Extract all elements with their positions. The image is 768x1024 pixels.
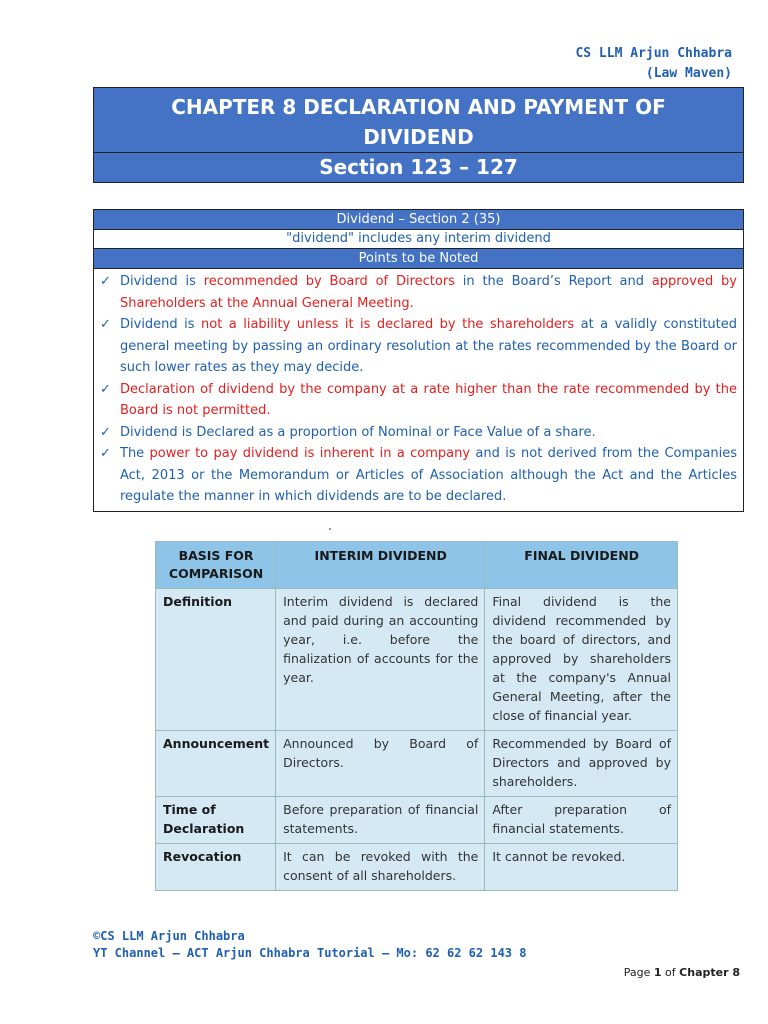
chapter-title-box: [93, 87, 744, 183]
checkmark-icon: ✓: [100, 446, 111, 461]
point-highlight-text: recommended by Board of Directors: [203, 274, 455, 289]
table-row: [156, 844, 678, 891]
checkmark-icon: ✓: [100, 424, 111, 440]
final-cell: It cannot be revoked.: [485, 844, 678, 891]
checkmark-icon: ✓: [100, 381, 111, 397]
point-text: Dividend is: [120, 317, 202, 332]
chapter-title-line1: CHAPTER 8 DECLARATION AND PAYMENT OF: [171, 95, 666, 119]
basis-cell: Announcement: [156, 731, 276, 797]
point-text: Dividend is Declared as a proportion of Nominal or Face Value of a share.: [120, 424, 596, 440]
chapter-title-line2: DIVIDEND: [363, 125, 474, 149]
definition-text: "dividend" includes any interim dividend: [94, 230, 743, 249]
point-text: in the Board’s Report and: [454, 274, 652, 289]
page-current: 1: [653, 966, 662, 979]
comparison-table: [155, 541, 678, 891]
interim-cell: Before preparation of financial statements.: [276, 797, 485, 844]
point-highlight-text: not a liability unless it is declared by the shareholders: [201, 317, 575, 332]
comparison-header-row: [156, 542, 678, 589]
author-header: [575, 44, 732, 84]
point-text: at a validly constituted general meeting by passing an ordinary resolution at the rates recommended by the Board or such lower rates as they may decide.: [120, 317, 738, 375]
point-item: [100, 271, 737, 314]
page-chapter: Chapter 8: [679, 966, 740, 979]
point-item: [100, 443, 737, 508]
point-highlight-text: approved by Shareholders at the Annual General Meeting.: [120, 274, 737, 311]
point-text: Dividend is: [120, 274, 204, 289]
basis-cell: Revocation: [156, 844, 276, 891]
page-prefix: Page: [623, 966, 654, 979]
point-highlight-text: Declaration of dividend by the company at a rate higher than the rate recommended by the Board is not permitted.: [120, 381, 737, 418]
point-item: [100, 314, 737, 379]
chapter-title: [94, 88, 743, 152]
basis-cell: Definition: [156, 589, 276, 731]
interim-cell: It can be revoked with the consent of all shareholders.: [276, 844, 485, 891]
point-text: The: [120, 446, 150, 461]
dividend-definition-box: [93, 209, 744, 512]
stray-dot: [329, 528, 331, 530]
page-number: [624, 966, 740, 979]
table-row: [156, 589, 678, 731]
checkmark-icon: ✓: [100, 317, 111, 332]
author-tagline: (Law Maven): [645, 66, 732, 81]
point-highlight-text: power to pay dividend is inherent in a company: [149, 446, 471, 461]
interim-cell: Announced by Board of Directors.: [276, 731, 485, 797]
footer-copyright: ©CS LLM Arjun Chhabra: [93, 929, 245, 943]
point-text: and is not derived from the Companies Act, 2013 or the Memorandum or Articles of Association although the Act and the Articles regulate the manner in which dividends are to be declared.: [120, 446, 737, 504]
final-cell: Final dividend is the dividend recommended by the board of directors, and approved by shareholders at the company's Annual General Meeting, after the close of financial year.: [485, 589, 678, 731]
checkmark-icon: ✓: [100, 274, 111, 289]
final-cell: Recommended by Board of Directors and approved by shareholders.: [485, 731, 678, 797]
page-middle: of: [661, 966, 680, 979]
footer: [93, 928, 526, 962]
header-basis: BASIS FOR COMPARISON: [156, 542, 276, 589]
final-cell: After preparation of financial statements.: [485, 797, 678, 844]
points-heading: Points to be Noted: [94, 249, 743, 269]
author-name: CS LLM Arjun Chhabra: [575, 46, 732, 61]
points-list: [94, 269, 743, 511]
section-range: Section 123 – 127: [94, 152, 743, 182]
interim-cell: Interim dividend is declared and paid during an accounting year, i.e. before the finalization of accounts for the year.: [276, 589, 485, 731]
table-row: [156, 797, 678, 844]
point-item: [100, 379, 737, 422]
definition-heading: Dividend – Section 2 (35): [94, 210, 743, 230]
basis-cell: Time of Declaration: [156, 797, 276, 844]
header-final: FINAL DIVIDEND: [485, 542, 678, 589]
footer-channel: YT Channel – ACT Arjun Chhabra Tutorial – Mo: 62 62 62 143 8: [93, 946, 527, 960]
header-interim: INTERIM DIVIDEND: [276, 542, 485, 589]
point-item: [100, 422, 737, 444]
table-row: [156, 731, 678, 797]
